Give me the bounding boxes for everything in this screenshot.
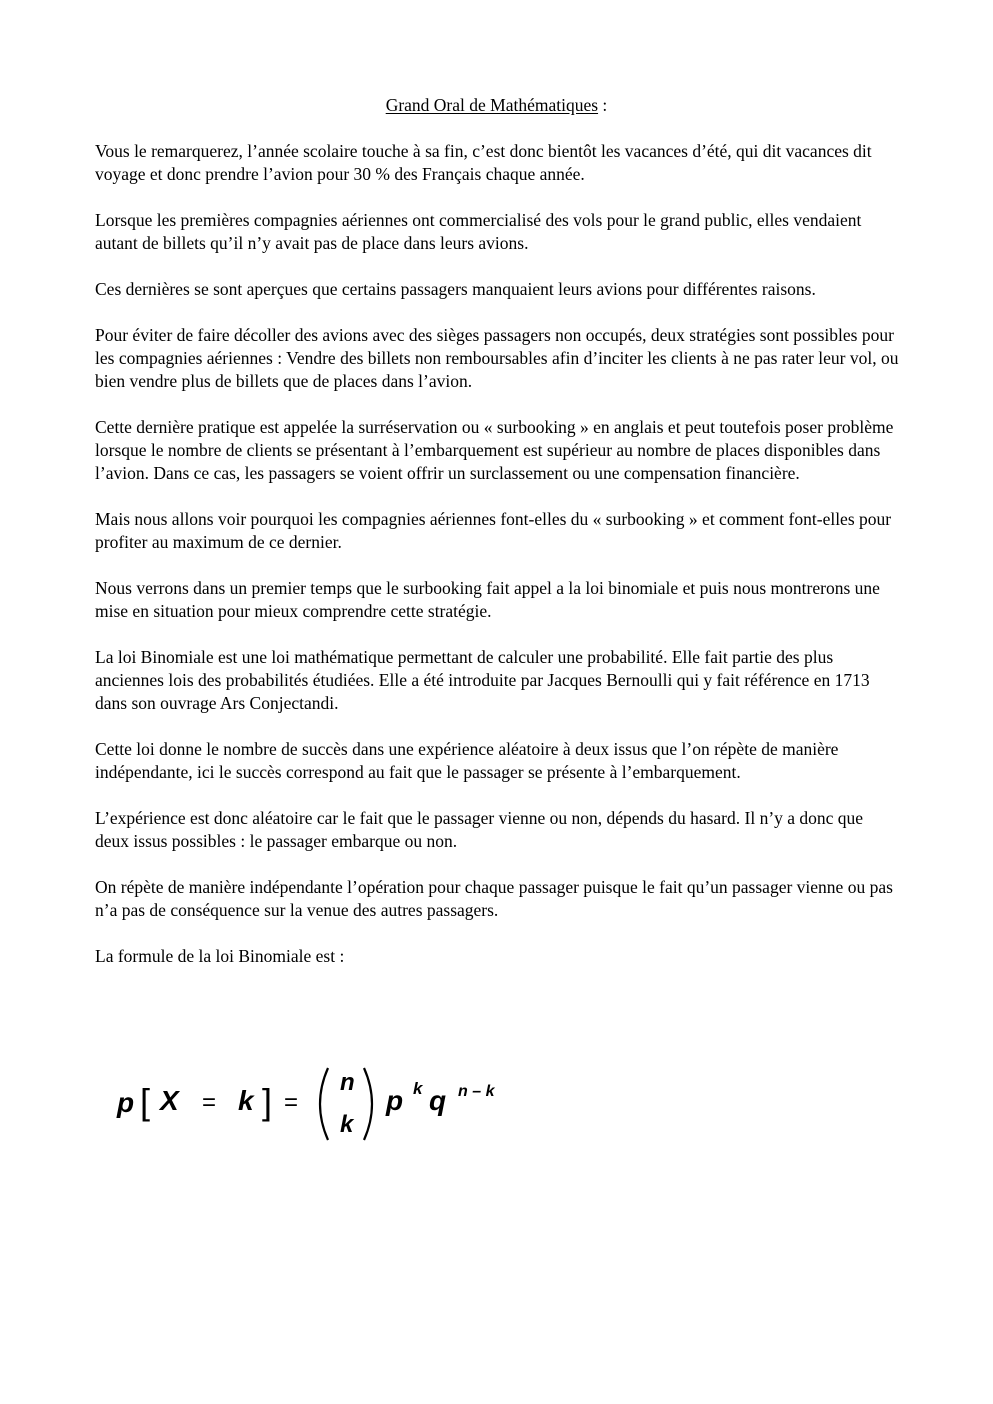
- formula-graphic: [112, 1062, 532, 1152]
- title-suffix: :: [598, 95, 608, 115]
- binomial-formula: [112, 1062, 532, 1152]
- paragraph: On répète de manière indépendante l’opération pour chaque passager puisque le fait qu’un passager vienne ou pas n’a pas de conséquence sur la venue des autres passagers.: [95, 877, 893, 920]
- paragraph: L’expérience est donc aléatoire car le fait que le passager vienne ou non, dépends du hasard. Il n’y a donc que deux issus possibles : le passager embarque ou non.: [95, 808, 864, 851]
- paragraph: Cette dernière pratique est appelée la surréservation ou « surbooking » en anglais et peut toutefois poser problème lorsque le nombre de clients se présentant à l’embarquement est supérieur au nombre de places disponibles dans l’avion. Dans ce cas, les passagers se voient offrir un surclassement ou une compensation financière.: [95, 417, 894, 483]
- binomial-left-paren: [320, 1068, 328, 1140]
- formula-exp-k: k: [413, 1079, 423, 1098]
- title-text: Grand Oral de Mathématiques: [385, 95, 599, 115]
- formula-q: q: [429, 1085, 447, 1116]
- formula-k: k: [238, 1085, 254, 1116]
- paragraph: Nous verrons dans un premier temps que le surbooking fait appel a la loi binomiale et puis nous montrerons une mise en situation pour mieux comprendre cette stratégie.: [95, 578, 880, 621]
- binomial-top: n: [340, 1069, 355, 1096]
- paragraph: La formule de la loi Binomiale est :: [95, 946, 345, 966]
- binomial-right-paren: [364, 1068, 372, 1140]
- formula-p2: p: [386, 1085, 404, 1116]
- paragraph: La loi Binomiale est une loi mathématique permettant de calculer une probabilité. Elle fait partie des plus anciennes lois des probabilités étudiées. Elle a été introduite par Jacques Bernoulli qui y fait référence en 1713 dans son ouvrage Ars Conjectandi.: [95, 647, 870, 713]
- paragraph: Vous le remarquerez, l’année scolaire touche à sa fin, c’est donc bientôt les vacances d’été, qui dit vacances dit voyage et donc prendre l’avion pour 30 % des Français chaque année.: [95, 141, 872, 184]
- formula-exp-n-minus-k: n – k: [458, 1083, 495, 1100]
- formula-right-bracket: ]: [262, 1081, 273, 1122]
- paragraph: Cette loi donne le nombre de succès dans une expérience aléatoire à deux issus que l’on répète de manière indépendante, ici le succès correspond au fait que le passager se présente à l’embarquement.: [95, 739, 839, 782]
- document-title: [0, 94, 993, 117]
- paragraph: Ces dernières se sont aperçues que certains passagers manquaient leurs avions pour différentes raisons.: [95, 279, 816, 299]
- paragraph: Lorsque les premières compagnies aériennes ont commercialisé des vols pour le grand public, elles vendaient autant de billets qu’il n’y avait pas de place dans leurs avions.: [95, 210, 862, 253]
- document-body: [95, 140, 899, 991]
- formula-x: X: [160, 1085, 179, 1116]
- formula-equals-1: =: [202, 1089, 217, 1116]
- paragraph: Pour éviter de faire décoller des avions avec des sièges passagers non occupés, deux stratégies sont possibles pour les compagnies aériennes : Vendre des billets non remboursables afin d’inciter les clients à ne pas rater leur vol, ou bien vendre plus de billets que de places dans l’avion.: [95, 325, 899, 391]
- formula-left-bracket: [: [140, 1081, 151, 1122]
- formula-p: p: [117, 1087, 135, 1118]
- formula-equals-2: =: [284, 1089, 299, 1116]
- paragraph: Mais nous allons voir pourquoi les compagnies aériennes font-elles du « surbooking » et comment font-elles pour profiter au maximum de ce dernier.: [95, 509, 892, 552]
- binomial-bottom: k: [340, 1111, 354, 1138]
